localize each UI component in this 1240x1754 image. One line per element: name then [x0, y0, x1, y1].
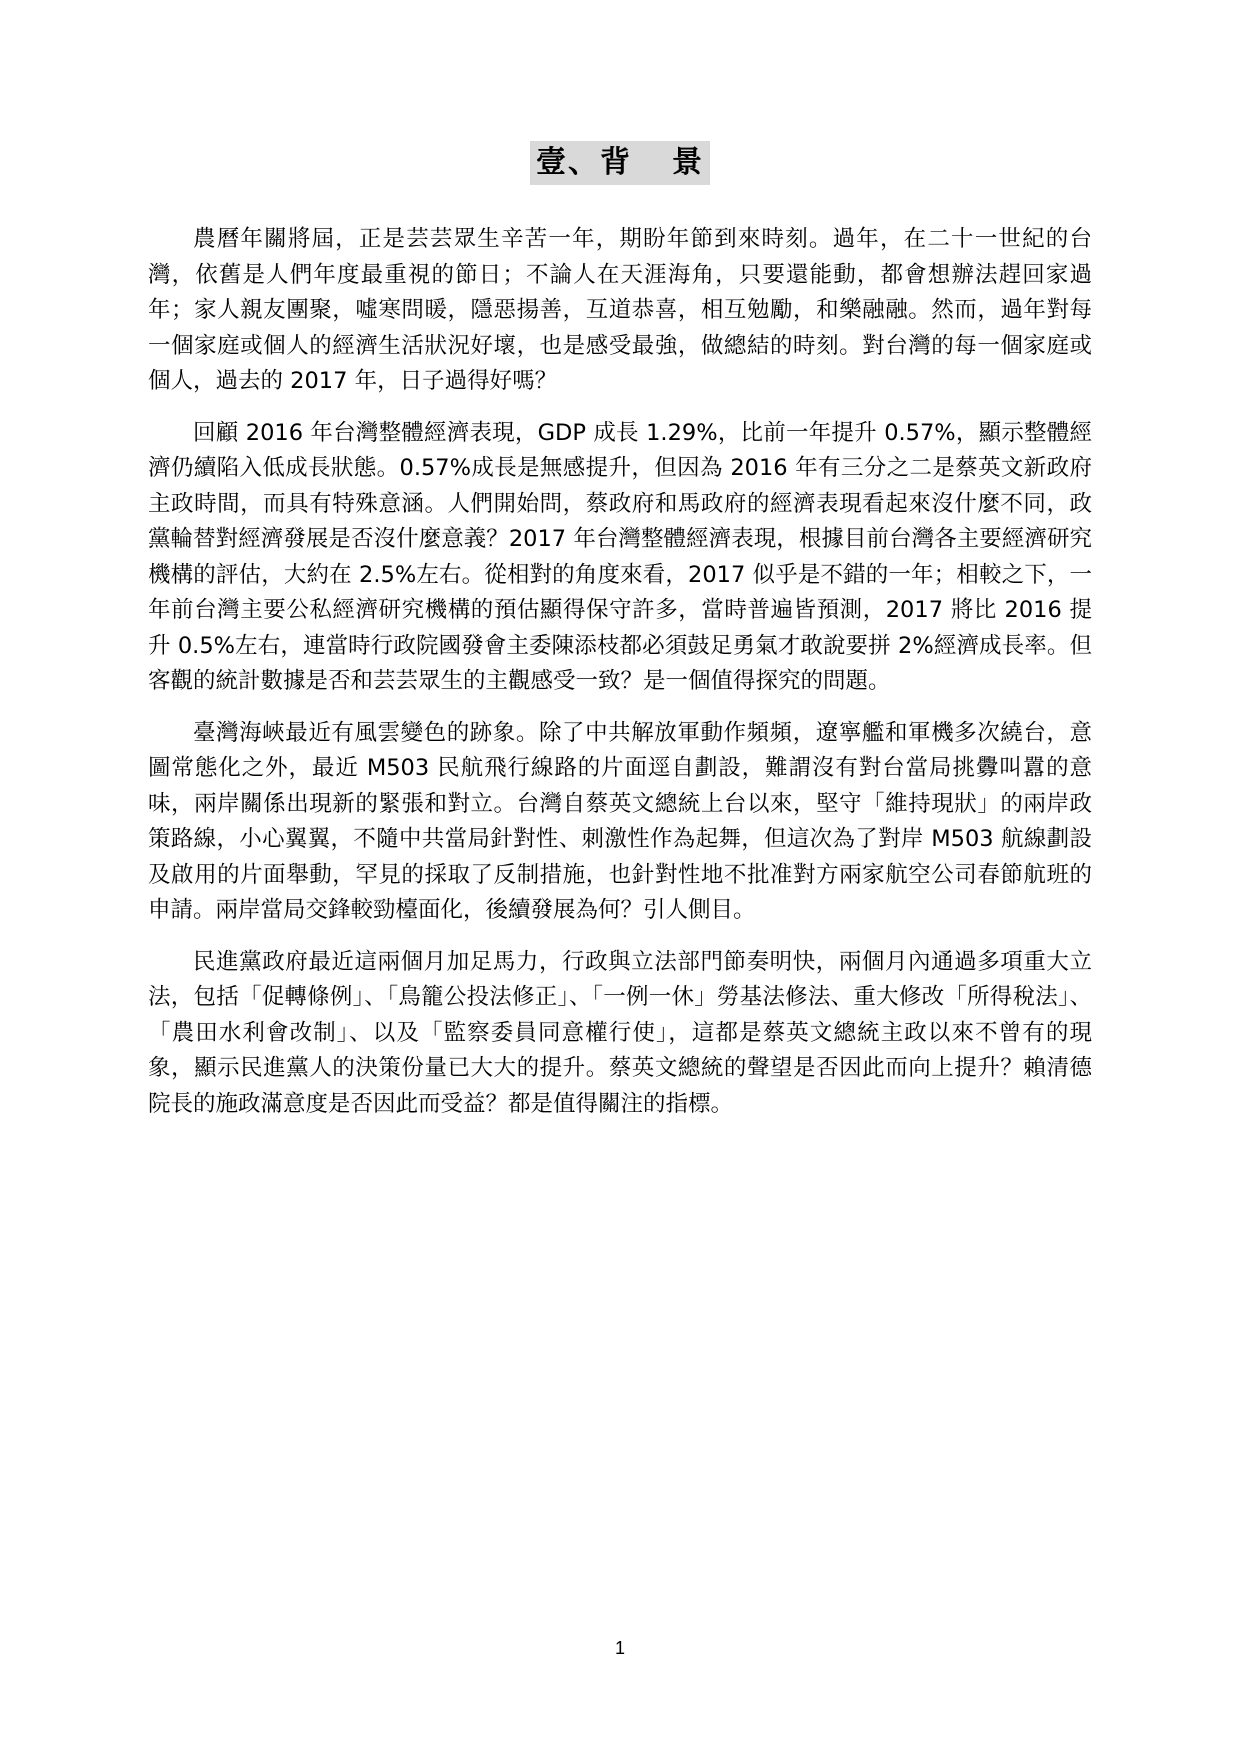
- page-number: 1: [614, 1638, 625, 1658]
- body-text: [148, 222, 1092, 1138]
- paragraph-4: 民進黨政府最近這兩個月加足馬力，行政與立法部門節奏明快，兩個月內通過多項重大立法，包括「促轉條例」、「鳥籠公投法修正」、「一例一休」勞基法修法、重大修改「所得稅法」、「農田水利會改制」、以及「監察委員同意權行使」，這都是蔡英文總統主政以來不曾有的現象，顯示民進黨人的決策份量已大大的提升。蔡英文總統的聲望是否因此而向上提升？賴清德院長的施政滿意度是否因此而受益？都是值得關注的指標。: [148, 948, 1092, 1117]
- section-heading-part2: 景: [672, 145, 704, 180]
- paragraph-3: 臺灣海峽最近有風雲變色的跡象。除了中共解放軍動作頻頻，遼寧艦和軍機多次繞台，意圖常態化之外，最近 M503 民航飛行線路的片面逕自劃設，難謂沒有對台當局挑釁叫囂的意味，兩岸關係出現新的緊張和對立。台灣自蔡英文總統上台以來，堅守「維持現狀」的兩岸政策路線，小心翼翼，不隨中共當局針對性、刺激性作為起舞，但這次為了對岸 M503 航線劃設及啟用的片面舉動，罕見的採取了反制措施，也針對性地不批准對方兩家航空公司春節航班的申請。兩岸當局交鋒較勁檯面化，後續發展為何？引人側目。: [148, 719, 1092, 923]
- paragraph-1: 農曆年關將屆，正是芸芸眾生辛苦一年，期盼年節到來時刻。過年，在二十一世紀的台灣，依舊是人們年度最重視的節日；不論人在天涯海角，只要還能動，都會想辦法趕回家過年；家人親友團聚，噓寒問暖，隱惡揚善，互道恭喜，相互勉勵，和樂融融。然而，過年對每一個家庭或個人的經濟生活狀況好壞，也是感受最強，做總結的時刻。對台灣的每一個家庭或個人，過去的 2017 年，日子過得好嗎？: [148, 226, 1092, 394]
- section-heading: [530, 141, 710, 185]
- paragraph-2: 回顧 2016 年台灣整體經濟表現，GDP 成長 1.29%，比前一年提升 0.57%，顯示整體經濟仍續陷入低成長狀態。0.57%成長是無感提升，但因為 2016 年有三分之二是蔡英文新政府主政時間，而具有特殊意涵。人們開始問，蔡政府和馬政府的經濟表現看起來沒什麼不同，政黨輪替對經濟發展是否沒什麼意義？2017 年台灣整體經濟表現，根據目前台灣各主要經濟研究機構的評估，大約在 2.5%左右。從相對的角度來看，2017 似乎是不錯的一年；相較之下，一年前台灣主要公私經濟研究機構的預估顯得保守許多，當時普遍皆預測，2017 將比 2016 提升 0.5%左右，連當時行政院國發會主委陳添枝都必須鼓足勇氣才敢說要拼 2%經濟成長率。但客觀的統計數據是否和芸芸眾生的主觀感受一致？是一個值得探究的問題。: [148, 419, 1092, 694]
- section-heading-part1: 壹、背: [536, 145, 632, 180]
- section-heading-wrapper: [0, 141, 1240, 185]
